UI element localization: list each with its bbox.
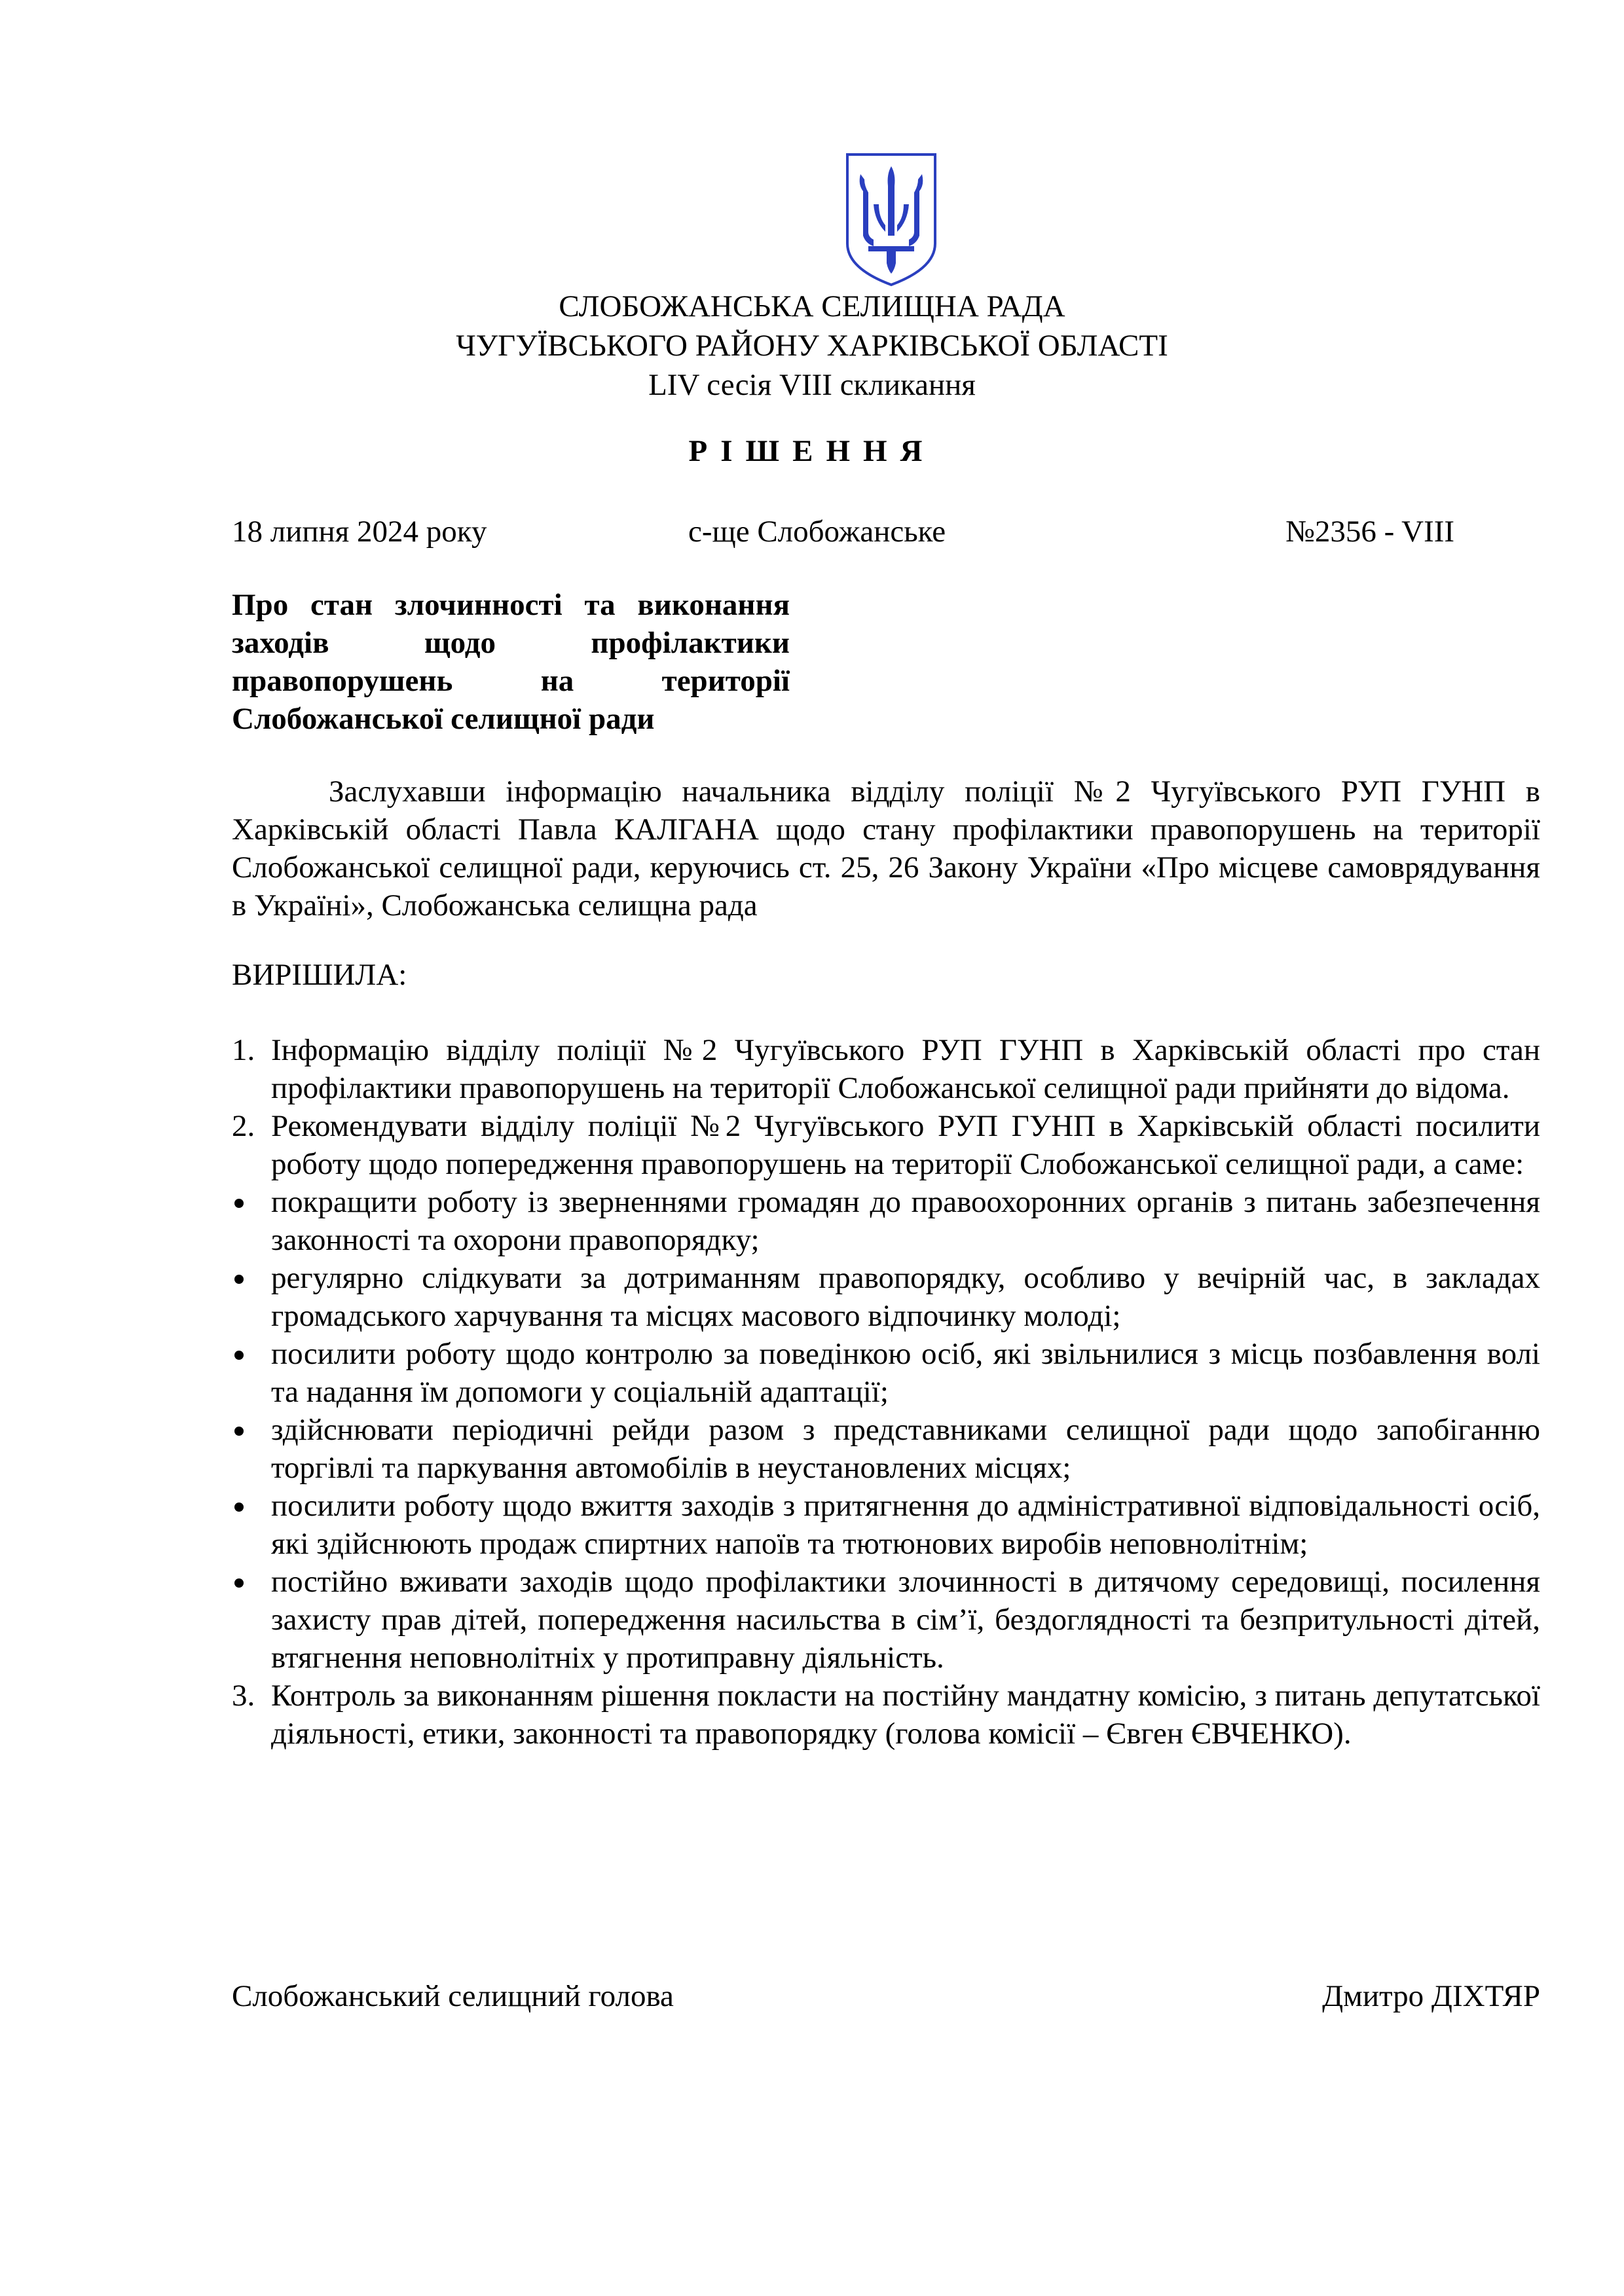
signatory-position: Слобожанський селищний голова <box>232 1979 674 2013</box>
subject-line: заходів щодо профілактики <box>232 626 790 660</box>
decided-label: ВИРІШИЛА: <box>232 958 407 992</box>
list-item <box>232 1107 1540 1183</box>
bullet-icon <box>234 1351 244 1360</box>
bullet-icon <box>234 1199 244 1208</box>
item-text: покращити роботу із зверненнями громадян до правоохоронних органів з питань забезпечення законності та охорони правопорядку; <box>271 1185 1540 1257</box>
decision-date: 18 липня 2024 року <box>232 515 487 549</box>
item-text: Інформацію відділу поліції №2 Чугуївського РУП ГУНП в Харківській області про стан профілактики правопорушень на території Слобожанської селищної ради прийняти до відома. <box>271 1033 1540 1105</box>
list-item <box>232 1411 1540 1487</box>
list-item <box>232 1487 1540 1563</box>
decision-place: с-ще Слобожанське <box>688 515 946 549</box>
item-text: регулярно слідкувати за дотриманням правопорядку, особливо у вечірній час, в закладах громадського харчування та місцях масового відпочинку молоді; <box>271 1261 1540 1333</box>
council-name: СЛОБОЖАНСЬКА СЕЛИЩНА РАДА <box>559 289 1065 323</box>
item-number: 2. <box>232 1109 255 1143</box>
list-item <box>232 1183 1540 1259</box>
bullet-icon <box>234 1503 244 1512</box>
session-info: LIV сесія VIII скликання <box>648 368 976 402</box>
item-number: 1. <box>232 1033 255 1067</box>
item-text: здійснювати періодичні рейди разом з представниками селищної ради щодо запобіганню торгівлі та паркування автомобілів в неустановлених місцях; <box>271 1413 1540 1485</box>
decision-items-list <box>232 1031 1540 1753</box>
bullet-icon <box>234 1427 244 1436</box>
decision-number: №2356 - VIII <box>1285 515 1455 549</box>
item-text: посилити роботу щодо вжиття заходів з притягнення до адміністративної відповідальності осіб, які здійснюють продаж спиртних напоїв та тютюнових виробів неповнолітнім; <box>271 1489 1540 1561</box>
list-item <box>232 1677 1540 1753</box>
list-item <box>232 1259 1540 1335</box>
item-text: Рекомендувати відділу поліції №2 Чугуївського РУП ГУНП в Харківській області посилити роботу щодо попередження правопорушень на території Слобожанської селищної ради, а саме: <box>271 1109 1540 1181</box>
bullet-icon <box>234 1275 244 1284</box>
list-item <box>232 1335 1540 1411</box>
list-item <box>232 1031 1540 1107</box>
item-text: постійно вживати заходів щодо профілактики злочинності в дитячому середовищі, посилення захисту прав дітей, попередження насильства в сім’ї, бездоглядності та безпритульності дітей, втягнення неповнолітніх у протиправну діяльність. <box>271 1565 1540 1675</box>
item-text: посилити роботу щодо контролю за поведінкою осіб, які звільнилися з місць позбавлення волі та надання їм допомоги у соціальній адаптації; <box>271 1337 1540 1409</box>
subject-line: Слобожанської селищної ради <box>232 702 655 736</box>
district-region: ЧУГУЇВСЬКОГО РАЙОНУ ХАРКІВСЬКОЇ ОБЛАСТІ <box>456 329 1168 363</box>
bullet-icon <box>234 1578 244 1588</box>
item-number: 3. <box>232 1679 255 1713</box>
decision-subject <box>232 586 790 738</box>
trident-coat-of-arms-icon <box>845 152 938 287</box>
list-item <box>232 1563 1540 1677</box>
signatory-name: Дмитро ДІХТЯР <box>1322 1979 1540 2013</box>
council-header <box>0 287 1624 405</box>
subject-line: Про стан злочинності та виконання <box>232 588 790 622</box>
item-text: Контроль за виконанням рішення покласти на постійну мандатну комісію, з питань депутатської діяльності, етики, законності та правопорядку (голова комісії – Євген ЄВЧЕНКО). <box>271 1679 1540 1751</box>
subject-line: правопорушень на території <box>232 664 790 698</box>
document-title: РІШЕННЯ <box>688 434 936 468</box>
preamble-paragraph: Заслухавши інформацію начальника відділу поліції №2 Чугуївського РУП ГУНП в Харківській області Павла КАЛГАНА щодо стану профілактики правопорушень на території Слобожанської селищної ради, керуючись ст. 25, 26 Закону України «Про місцеве самоврядування в Україні», Слобожанська селищна рада <box>232 774 1540 922</box>
